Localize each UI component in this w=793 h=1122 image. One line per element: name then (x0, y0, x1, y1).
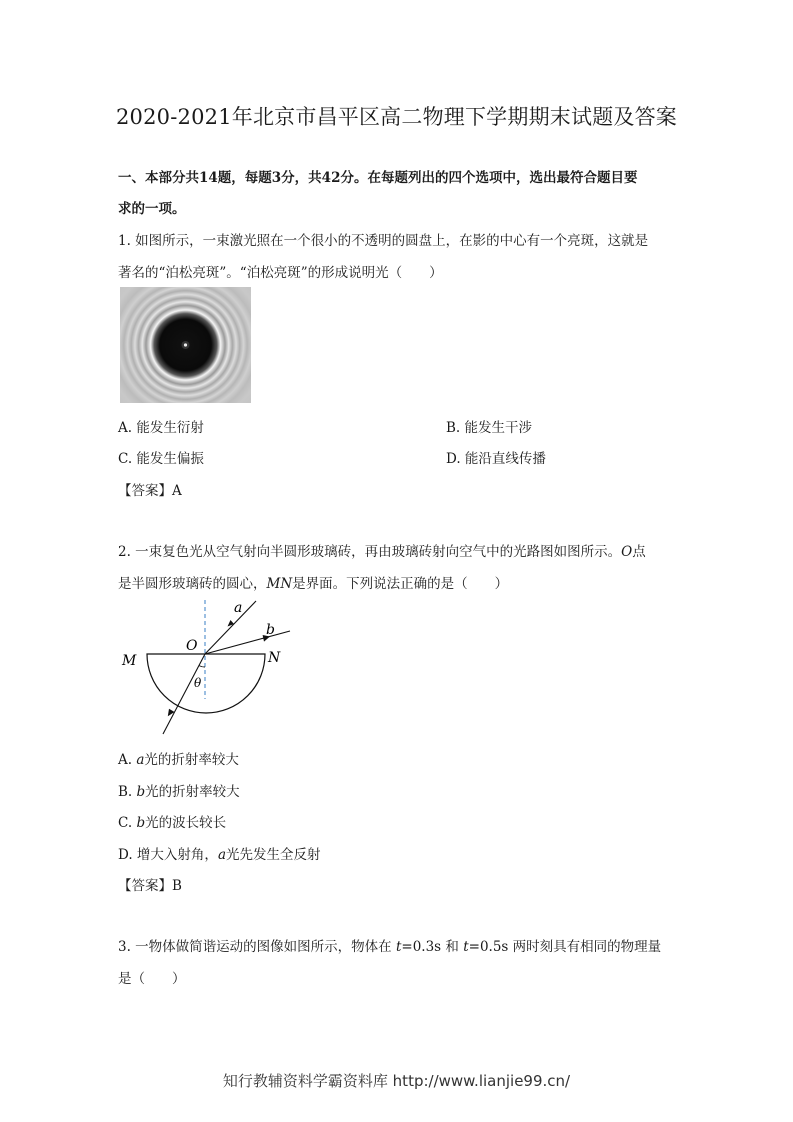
option-var: a (136, 752, 145, 768)
option-prefix: B. (118, 784, 137, 800)
q3-var-t2: t (463, 939, 469, 955)
option-text: 光的折射率较大 (144, 752, 239, 768)
section-heading-line2: 求的一项。 (118, 201, 186, 217)
q2-stem-line2 (118, 572, 508, 592)
q2-stem-text: 点 (632, 544, 646, 560)
q3-stem-line1 (118, 935, 661, 955)
incident-ray (163, 654, 205, 734)
q1-option-c: C. 能发生偏振 (118, 451, 204, 467)
ray-a (205, 601, 256, 654)
q1-option-d: D. 能沿直线传播 (446, 451, 546, 467)
q2-stem-text: 是半圆形玻璃砖的圆心， (118, 576, 267, 592)
q2-option-b (118, 780, 240, 800)
label-m: M (122, 653, 137, 669)
q2-stem-var-o: O (621, 544, 633, 560)
q3-stem-line2: 是（ ） (118, 971, 186, 987)
option-text: 光的波长较长 (145, 815, 227, 831)
q2-answer: 【答案】B (118, 878, 182, 894)
option-text: 光先发生全反射 (226, 847, 321, 863)
option-prefix: A. (118, 752, 137, 768)
footer-watermark: 知行教辅资料学霸资料库 http://www.lianjie99.cn/ (222, 1072, 571, 1090)
q3-stem-text: =0.3s 和 (401, 939, 464, 955)
option-var: b (136, 815, 146, 831)
q1-option-a: A. 能发生衍射 (118, 420, 204, 436)
q1-option-b: B. 能发生干涉 (446, 420, 533, 436)
q2-option-a (118, 748, 239, 768)
theta-arc (199, 666, 205, 667)
option-var: b (136, 784, 146, 800)
q3-var-t1: t (395, 939, 402, 955)
glass-brick-outline (147, 654, 265, 713)
option-text: 光的折射率较大 (145, 784, 240, 800)
page-title: 2020-2021年北京市昌平区高二物理下学期期末试题及答案 (116, 105, 677, 129)
label-theta: θ (194, 676, 202, 690)
label-o: O (186, 638, 198, 654)
q2-stem-line1 (118, 540, 646, 560)
q2-option-c (118, 811, 226, 831)
q3-stem-text: =0.5s 两时刻具有相同的物理量 (468, 939, 662, 955)
label-b: b (266, 622, 275, 638)
q2-option-d (118, 843, 321, 863)
q1-stem-line1: 1. 如图所示，一束激光照在一个很小的不透明的圆盘上，在影的中心有一个亮斑，这就是 (118, 233, 649, 249)
q1-answer: 【答案】A (118, 483, 182, 499)
q2-stem-text: 2. 一束复色光从空气射向半圆形玻璃砖，再由玻璃砖射向空气中的光路图如图所示。 (118, 544, 622, 560)
q3-stem-text: 3. 一物体做简谐运动的图像如图所示，物体在 (118, 939, 396, 955)
label-n: N (268, 650, 281, 666)
label-a: a (234, 600, 243, 616)
option-prefix: D. 增大入射角， (118, 847, 218, 863)
option-var: a (217, 847, 226, 863)
option-prefix: C. (118, 815, 137, 831)
semicircle-glass-ray-diagram (118, 596, 294, 738)
poisson-spot-figure (120, 287, 251, 403)
q2-stem-var-mn: MN (266, 576, 293, 592)
q1-stem-line2: 著名的“泊松亮斑”。“泊松亮斑”的形成说明光（ ） (118, 265, 443, 281)
section-heading-line1: 一、本部分共14题，每题3分，共42分。在每题列出的四个选项中，选出最符合题目要 (118, 170, 638, 186)
q2-stem-text: 是界面。下列说法正确的是（ ） (292, 576, 509, 592)
